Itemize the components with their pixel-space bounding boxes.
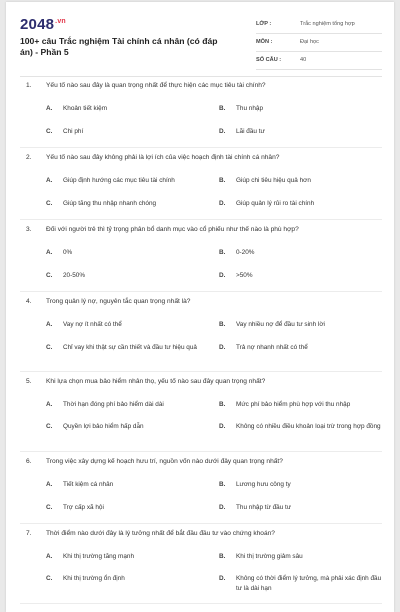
meta-label: LỚP : (256, 21, 272, 27)
option-text: Không có nhiều điều khoản loại trừ trong hợp đồng (236, 423, 381, 430)
question-number: 1. (26, 82, 32, 89)
option-letter: B. (219, 553, 226, 560)
question-head (20, 154, 382, 168)
question-divider (20, 147, 382, 148)
meta-row-subject (256, 36, 382, 52)
option-text: 0% (63, 249, 73, 256)
question-number: 7. (26, 530, 32, 537)
option-letter: C. (46, 504, 53, 511)
option-text: Giúp định hướng các mục tiêu tài chính (63, 177, 175, 184)
question-item (20, 154, 382, 226)
option-letter: C. (46, 200, 53, 207)
option-text: Quyền lợi bảo hiểm hấp dẫn (63, 423, 144, 430)
question-number: 6. (26, 458, 32, 465)
question-text: Thời điểm nào dưới đây là lý tưởng nhất để bắt đầu đầu tư vào chứng khoán? (46, 530, 275, 537)
meta-label: SỐ CÂU : (256, 57, 282, 63)
option-text: Thu nhập (236, 105, 264, 112)
question-text: Yếu tố nào sau đây là quan trọng nhất để thực hiện các mục tiêu tài chính? (46, 82, 266, 89)
question-head (20, 530, 382, 544)
option-letter: B. (219, 481, 226, 488)
question-head (20, 226, 382, 240)
question-divider (20, 291, 382, 292)
option-text: Không có thời điểm lý tưởng, mà phải xác định đầu tư là dài hạn (236, 575, 382, 592)
option-letter: A. (46, 553, 53, 560)
option-text: Giúp tăng thu nhập nhanh chóng (63, 200, 157, 207)
question-number: 5. (26, 378, 32, 385)
question-head (20, 298, 382, 312)
option-text: 20-50% (63, 272, 86, 279)
option-letter: D. (219, 575, 226, 582)
option-letter: C. (46, 575, 53, 582)
option-letter: D. (219, 128, 226, 135)
meta-value: 40 (300, 57, 307, 63)
option-letter: A. (46, 321, 53, 328)
option-text: Khi thị trường tăng mạnh (63, 553, 134, 560)
option-letter: C. (46, 272, 53, 279)
option-text: Lương hưu công ty (236, 481, 291, 488)
option-letter: A. (46, 177, 53, 184)
option-text: Vay nhiều nợ để đầu tư sinh lời (236, 321, 325, 328)
question-number: 3. (26, 226, 32, 233)
option-text: Lãi đầu tư (236, 128, 265, 135)
option-letter: B. (219, 321, 226, 328)
meta-row-class (256, 18, 382, 34)
question-divider (20, 451, 382, 452)
option-letter: B. (219, 401, 226, 408)
question-item (20, 298, 382, 378)
question-text: Đối với người trẻ thì tỷ trọng phân bổ danh mục vào cổ phiếu như thế nào là phù hợp? (46, 226, 299, 233)
option-letter: D. (219, 272, 226, 279)
option-text: 0-20% (236, 249, 255, 256)
question-divider (20, 523, 382, 524)
option-letter: A. (46, 401, 53, 408)
option-letter: B. (219, 105, 226, 112)
option-letter: D. (219, 504, 226, 511)
option-letter: D. (219, 344, 226, 351)
option-letter: D. (219, 200, 226, 207)
question-item (20, 378, 382, 458)
question-item (20, 458, 382, 530)
meta-label: MÔN : (256, 39, 273, 45)
question-text: Trong việc xây dựng kế hoạch hưu trí, nguồn vốn nào dưới đây quan trọng nhất? (46, 458, 283, 465)
option-text: Giúp quản lý rủi ro tài chính (236, 200, 315, 207)
option-text: >50% (236, 272, 253, 279)
question-divider (20, 603, 382, 604)
meta-info (256, 18, 382, 72)
option-letter: A. (46, 481, 53, 488)
question-head (20, 82, 382, 96)
option-text: Khi thị trường ổn định (63, 575, 125, 582)
question-head (20, 458, 382, 472)
document-header (20, 16, 382, 68)
question-divider (20, 219, 382, 220)
option-text: Chi phí (63, 128, 84, 135)
question-item (20, 82, 382, 154)
document-page (6, 2, 394, 612)
option-letter: C. (46, 128, 53, 135)
meta-value: Trắc nghiệm tổng hợp (300, 21, 355, 27)
option-text: Thời hạn đóng phí bảo hiểm dài dài (63, 401, 164, 408)
question-text: Yếu tố nào sau đây không phải là lợi ích của việc hoạch định tài chính cá nhân? (46, 154, 280, 161)
option-letter: C. (46, 344, 53, 351)
option-letter: B. (219, 249, 226, 256)
option-text: Chỉ vay khi thật sự cần thiết và đầu tư hiệu quả (63, 344, 197, 351)
header-divider (20, 76, 382, 77)
option-letter: D. (219, 423, 226, 430)
question-text: Trong quản lý nợ, nguyên tắc quan trọng nhất là? (46, 298, 191, 305)
option-text: Trả nợ nhanh nhất có thể (236, 344, 308, 351)
option-text: Thu nhập từ đầu tư (236, 504, 292, 511)
meta-value: Đại học (300, 39, 319, 45)
page-title: 100+ câu Trắc nghiệm Tài chính cá nhân (có đáp án) - Phần 5 (20, 36, 218, 57)
option-letter: A. (46, 249, 53, 256)
option-letter: B. (219, 177, 226, 184)
option-text: Khoản tiết kiệm (63, 105, 108, 112)
option-text: Mức phí bảo hiểm phù hợp với thu nhập (236, 401, 351, 408)
option-letter: A. (46, 105, 53, 112)
option-letter: C. (46, 423, 53, 430)
question-item (20, 226, 382, 298)
option-text: Tiết kiệm cá nhân (63, 481, 114, 488)
option-text: Khi thị trường giảm sâu (236, 553, 303, 560)
option-text: Giúp chi tiêu hiệu quả hơn (236, 177, 311, 184)
question-text: Khi lựa chọn mua bảo hiểm nhân thọ, yếu tố nào sau đây quan trọng nhất? (46, 378, 266, 385)
question-number: 2. (26, 154, 32, 161)
question-head (20, 378, 382, 392)
question-divider (20, 371, 382, 372)
option-text: Vay nợ ít nhất có thể (63, 321, 122, 328)
question-number: 4. (26, 298, 32, 305)
option-text: Trợ cấp xã hội (63, 504, 104, 511)
site-logo[interactable]: $2048^{.vn}$ (20, 16, 66, 33)
question-item (20, 530, 382, 610)
meta-row-count (256, 54, 382, 70)
